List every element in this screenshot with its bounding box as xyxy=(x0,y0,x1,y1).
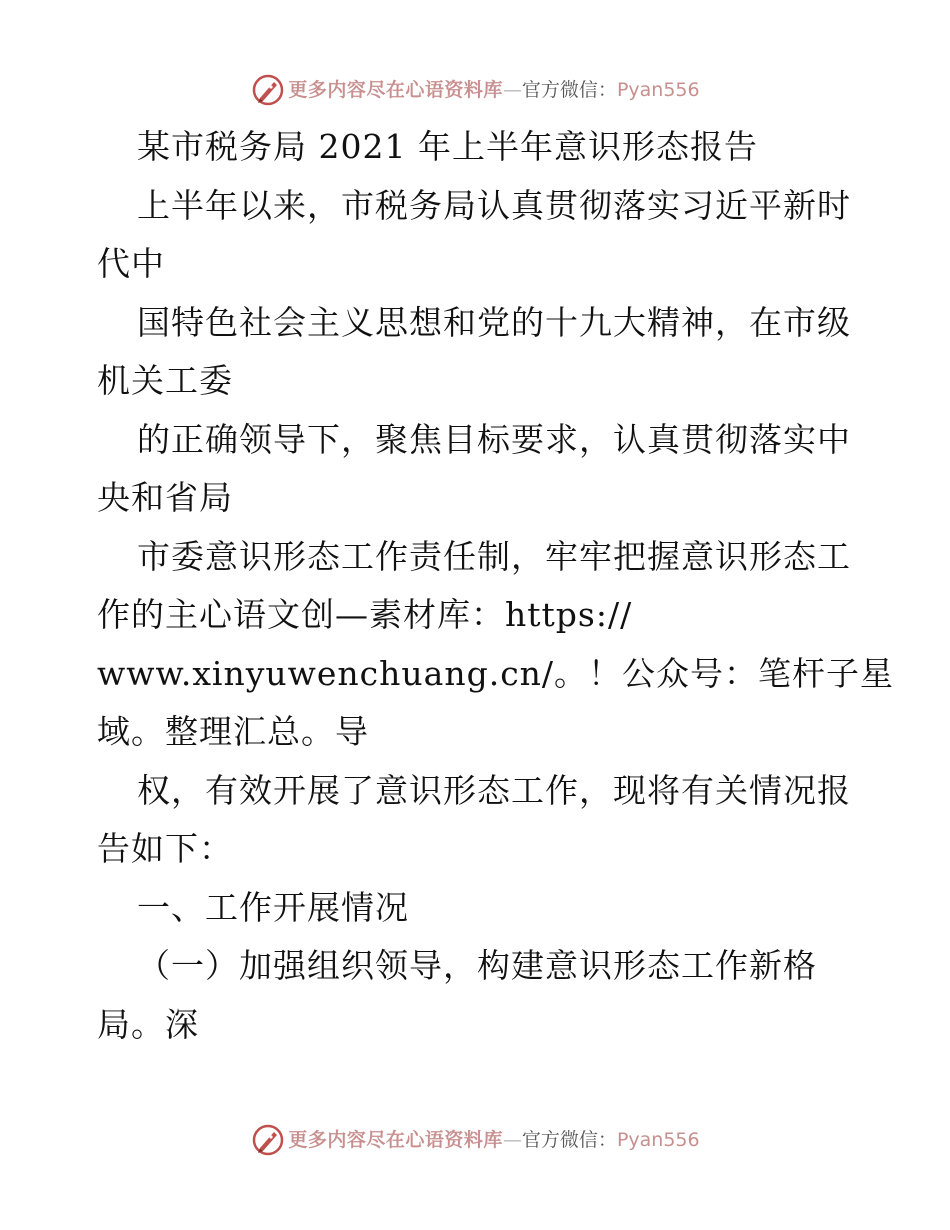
watermark-wechat-id: Pyan556 xyxy=(616,1129,700,1151)
footer-watermark xyxy=(0,1120,950,1160)
paragraph-line: 告如下： xyxy=(97,829,233,868)
paragraph-line: 域。整理汇总。导 xyxy=(97,712,369,751)
pen-nib-logo-icon xyxy=(250,1122,286,1158)
paragraph-line: 央和省局 xyxy=(97,478,233,517)
watermark-wechat-label: 官方微信： xyxy=(521,79,617,101)
watermark-dash: — xyxy=(502,1129,522,1151)
paragraph-line: 的正确领导下，聚焦目标要求，认真贯彻落实中 xyxy=(137,419,851,459)
section-heading: 一、工作开展情况 xyxy=(137,887,409,927)
watermark-wechat-id: Pyan556 xyxy=(616,79,700,101)
paragraph-line: 上半年以来，市税务局认真贯彻落实习近平新时 xyxy=(137,185,851,225)
paragraph-line: www.xinyuwenchuang.cn/。！公众号：笔杆子星 xyxy=(97,653,895,693)
paragraph-line: 作的主心语文创—素材库：https:// xyxy=(97,595,633,634)
paragraph-line: 机关工委 xyxy=(97,361,233,400)
document-title: 某市税务局 2021 年上半年意识形态报告 xyxy=(137,127,758,166)
watermark-dash: — xyxy=(502,79,522,101)
paragraph-line: 国特色社会主义思想和党的十九大精神，在市级 xyxy=(137,302,851,342)
watermark-brand: 更多内容尽在心语资料库 xyxy=(288,79,503,101)
subsection-heading: （一）加强组织领导，构建意识形态工作新格 xyxy=(137,946,817,985)
paragraph-line: 市委意识形态工作责任制，牢牢把握意识形态工 xyxy=(137,536,851,576)
header-watermark xyxy=(0,70,950,110)
document-body xyxy=(97,118,895,1054)
watermark-wechat-label: 官方微信： xyxy=(521,1129,617,1151)
paragraph-line: 代中 xyxy=(97,244,165,283)
paragraph-line: 权，有效开展了意识形态工作，现将有关情况报 xyxy=(137,770,851,810)
paragraph-line: 局。深 xyxy=(97,1004,199,1044)
watermark-brand: 更多内容尽在心语资料库 xyxy=(288,1129,503,1151)
pen-nib-logo-icon xyxy=(250,72,286,108)
